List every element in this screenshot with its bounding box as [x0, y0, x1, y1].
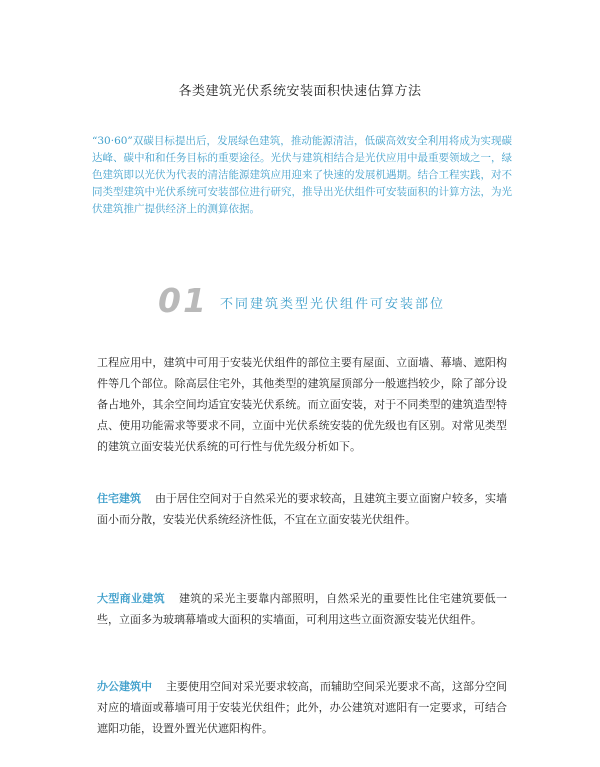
- office-text: 主要使用空间对采光要求较高，而辅助空间采光要求不高，这部分空间对应的墙面或幕墙可用于安装光伏组件；此外，办公建筑对遮阳有一定要求，可结合遮阳功能，设置外置光伏遮阳构件。: [97, 680, 507, 735]
- commercial-label: 大型商业建筑: [97, 592, 165, 605]
- section-header: [158, 282, 518, 322]
- intro-paragraph: 工程应用中，建筑中可用于安装光伏组件的部位主要有屋面、立面墙、幕墙、遮阳构件等几个部位。除高层住宅外，其他类型的建筑屋顶部分一般遮挡较少，除了部分设备占地外，其余空间均适宜安装光伏系统。而立面安装，对于不同类型的建筑造型特点、使用功能需求等要求不同，立面中光伏系统安装的优先级也有区别。对常见类型的建筑立面安装光伏系统的可行性与优先级分析如下。: [97, 356, 507, 453]
- section-number: 01: [158, 281, 208, 320]
- section-title: 不同建筑类型光伏组件可安装部位: [220, 297, 446, 312]
- abstract-paragraph: “30·60”双碳目标提出后，发展绿色建筑，推动能源清洁，低碳高效安全利用将成为实现碳达峰、碳中和和任务目标的重要途径。光伏与建筑相结合是光伏应用中最重要领域之一，绿色建筑即以光伏为代表的清洁能源建筑应用迎来了快速的发展机遇期。结合工程实践，对不同类型建筑中光伏系统可安装部位进行研究，推导出光伏组件可安装面积的计算方法，为光伏建筑推广提供经济上的测算依据。: [92, 135, 512, 215]
- residential-label: 住宅建筑: [97, 492, 141, 505]
- office-paragraph: [97, 676, 507, 739]
- residential-paragraph: [97, 488, 507, 530]
- commercial-text: 建筑的采光主要靠内部照明，自然采光的重要性比住宅建筑要低一些，立面多为玻璃幕墙或大面积的实墙面，可利用这些立面资源安装光伏组件。: [97, 592, 508, 626]
- page-title: 各类建筑光伏系统安装面积快速估算方法: [178, 84, 422, 99]
- commercial-paragraph: [97, 588, 507, 630]
- residential-text: 由于居住空间对于自然采光的要求较高，且建筑主要立面窗户较多，实墙面小而分散，安装光伏系统经济性低，不宜在立面安装光伏组件。: [97, 492, 507, 526]
- office-label: 办公建筑中: [97, 680, 152, 693]
